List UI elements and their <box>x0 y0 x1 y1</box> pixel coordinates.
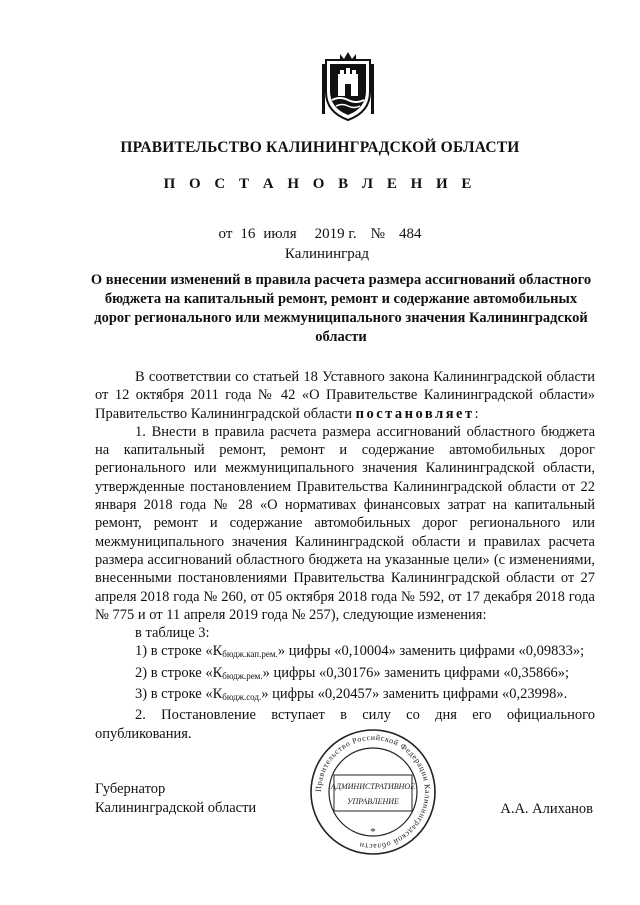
signatory-position: Губернатор Калининградской области <box>95 781 257 816</box>
svg-text:*: * <box>370 826 376 838</box>
svg-text:АДМИНИСТРАТИВНОЕ: АДМИНИСТРАТИВНОЕ <box>330 782 416 791</box>
official-seal-stamp <box>308 727 438 857</box>
date-day: 16 <box>240 226 256 242</box>
date-prefix: от <box>218 226 233 242</box>
signatory-name: А.А. Алиханов <box>500 801 593 817</box>
intro-paragraph: В соответствии со статьей 18 Уставного закона Калининградской области от 12 октября 2011 года № 42 «О Правительстве Калининградской области» Правительство Калининградской области постановляет: <box>95 369 595 422</box>
coat-of-arms-icon <box>318 50 378 122</box>
decree-number: 484 <box>398 226 422 242</box>
intro-verb: постановляет <box>355 405 475 422</box>
change-2: 2) в строке «$К_{бюдж.рем.}$» цифры «0,30176» заменить цифрами «0,35866»; <box>135 664 569 681</box>
city: Калининград <box>284 246 370 262</box>
date-line <box>0 226 640 243</box>
date-month: июля <box>263 226 297 242</box>
table-reference: в таблице 3: <box>135 625 210 642</box>
date-year: 2019 г. <box>314 226 357 242</box>
item-1-paragraph: 1. Внести в правила расчета размера ассигнований областного бюджета на капитальный ремонт, ремонт и содержание автомобильных дорог регионального или межмуниципального значения Калининградской области, утвержденные постановлением Правительства Калининградской области от 22 января 2018 года № 28 «О нормативах финансовых затрат на капитальный ремонт, ремонт и содержание автомобильных дорог регионального или межмуниципального значения Калининградской области и правилах расчета размера ассигнований областного бюджета на указанные цели» (с изменениями, внесенными постановлениями Правительства Калининградской области от 27 апреля 2018 года № 260, от 05 октября 2018 года № 592, от 17 декабря 2018 года № 775 и от 11 апреля 2019 года № 257), следующие изменения: <box>95 423 595 623</box>
svg-text:Правительство Российской Федер: Правительство Российской Федерации Калининградской области <box>313 732 433 852</box>
item-2-paragraph: 2. Постановление вступает в силу со дня его официального опубликования. <box>95 707 595 742</box>
number-sign: № <box>370 226 385 242</box>
change-3: 3) в строке «$К_{бюдж.сод.}$» цифры «0,20457» заменить цифрами «0,23998». <box>135 686 568 703</box>
government-name: ПРАВИТЕЛЬСТВО КАЛИНИНГРАДСКОЙ ОБЛАСТИ <box>120 139 520 156</box>
change-1: 1) в строке «$К_{бюдж.кап.рем.}$» цифры «0,10004» заменить цифрами «0,09833»; <box>135 643 585 660</box>
document-title: О внесении изменений в правила расчета размера ассигнований областного бюджета на капитальный ремонт, ремонт и содержание автомобильных дорог регионального или межмуниципального значения Калининградской области <box>90 272 592 345</box>
document-body <box>95 368 595 743</box>
svg-text:УПРАВЛЕНИЕ: УПРАВЛЕНИЕ <box>347 797 399 806</box>
document-type: П О С Т А Н О В Л Е Н И Е <box>163 176 477 192</box>
